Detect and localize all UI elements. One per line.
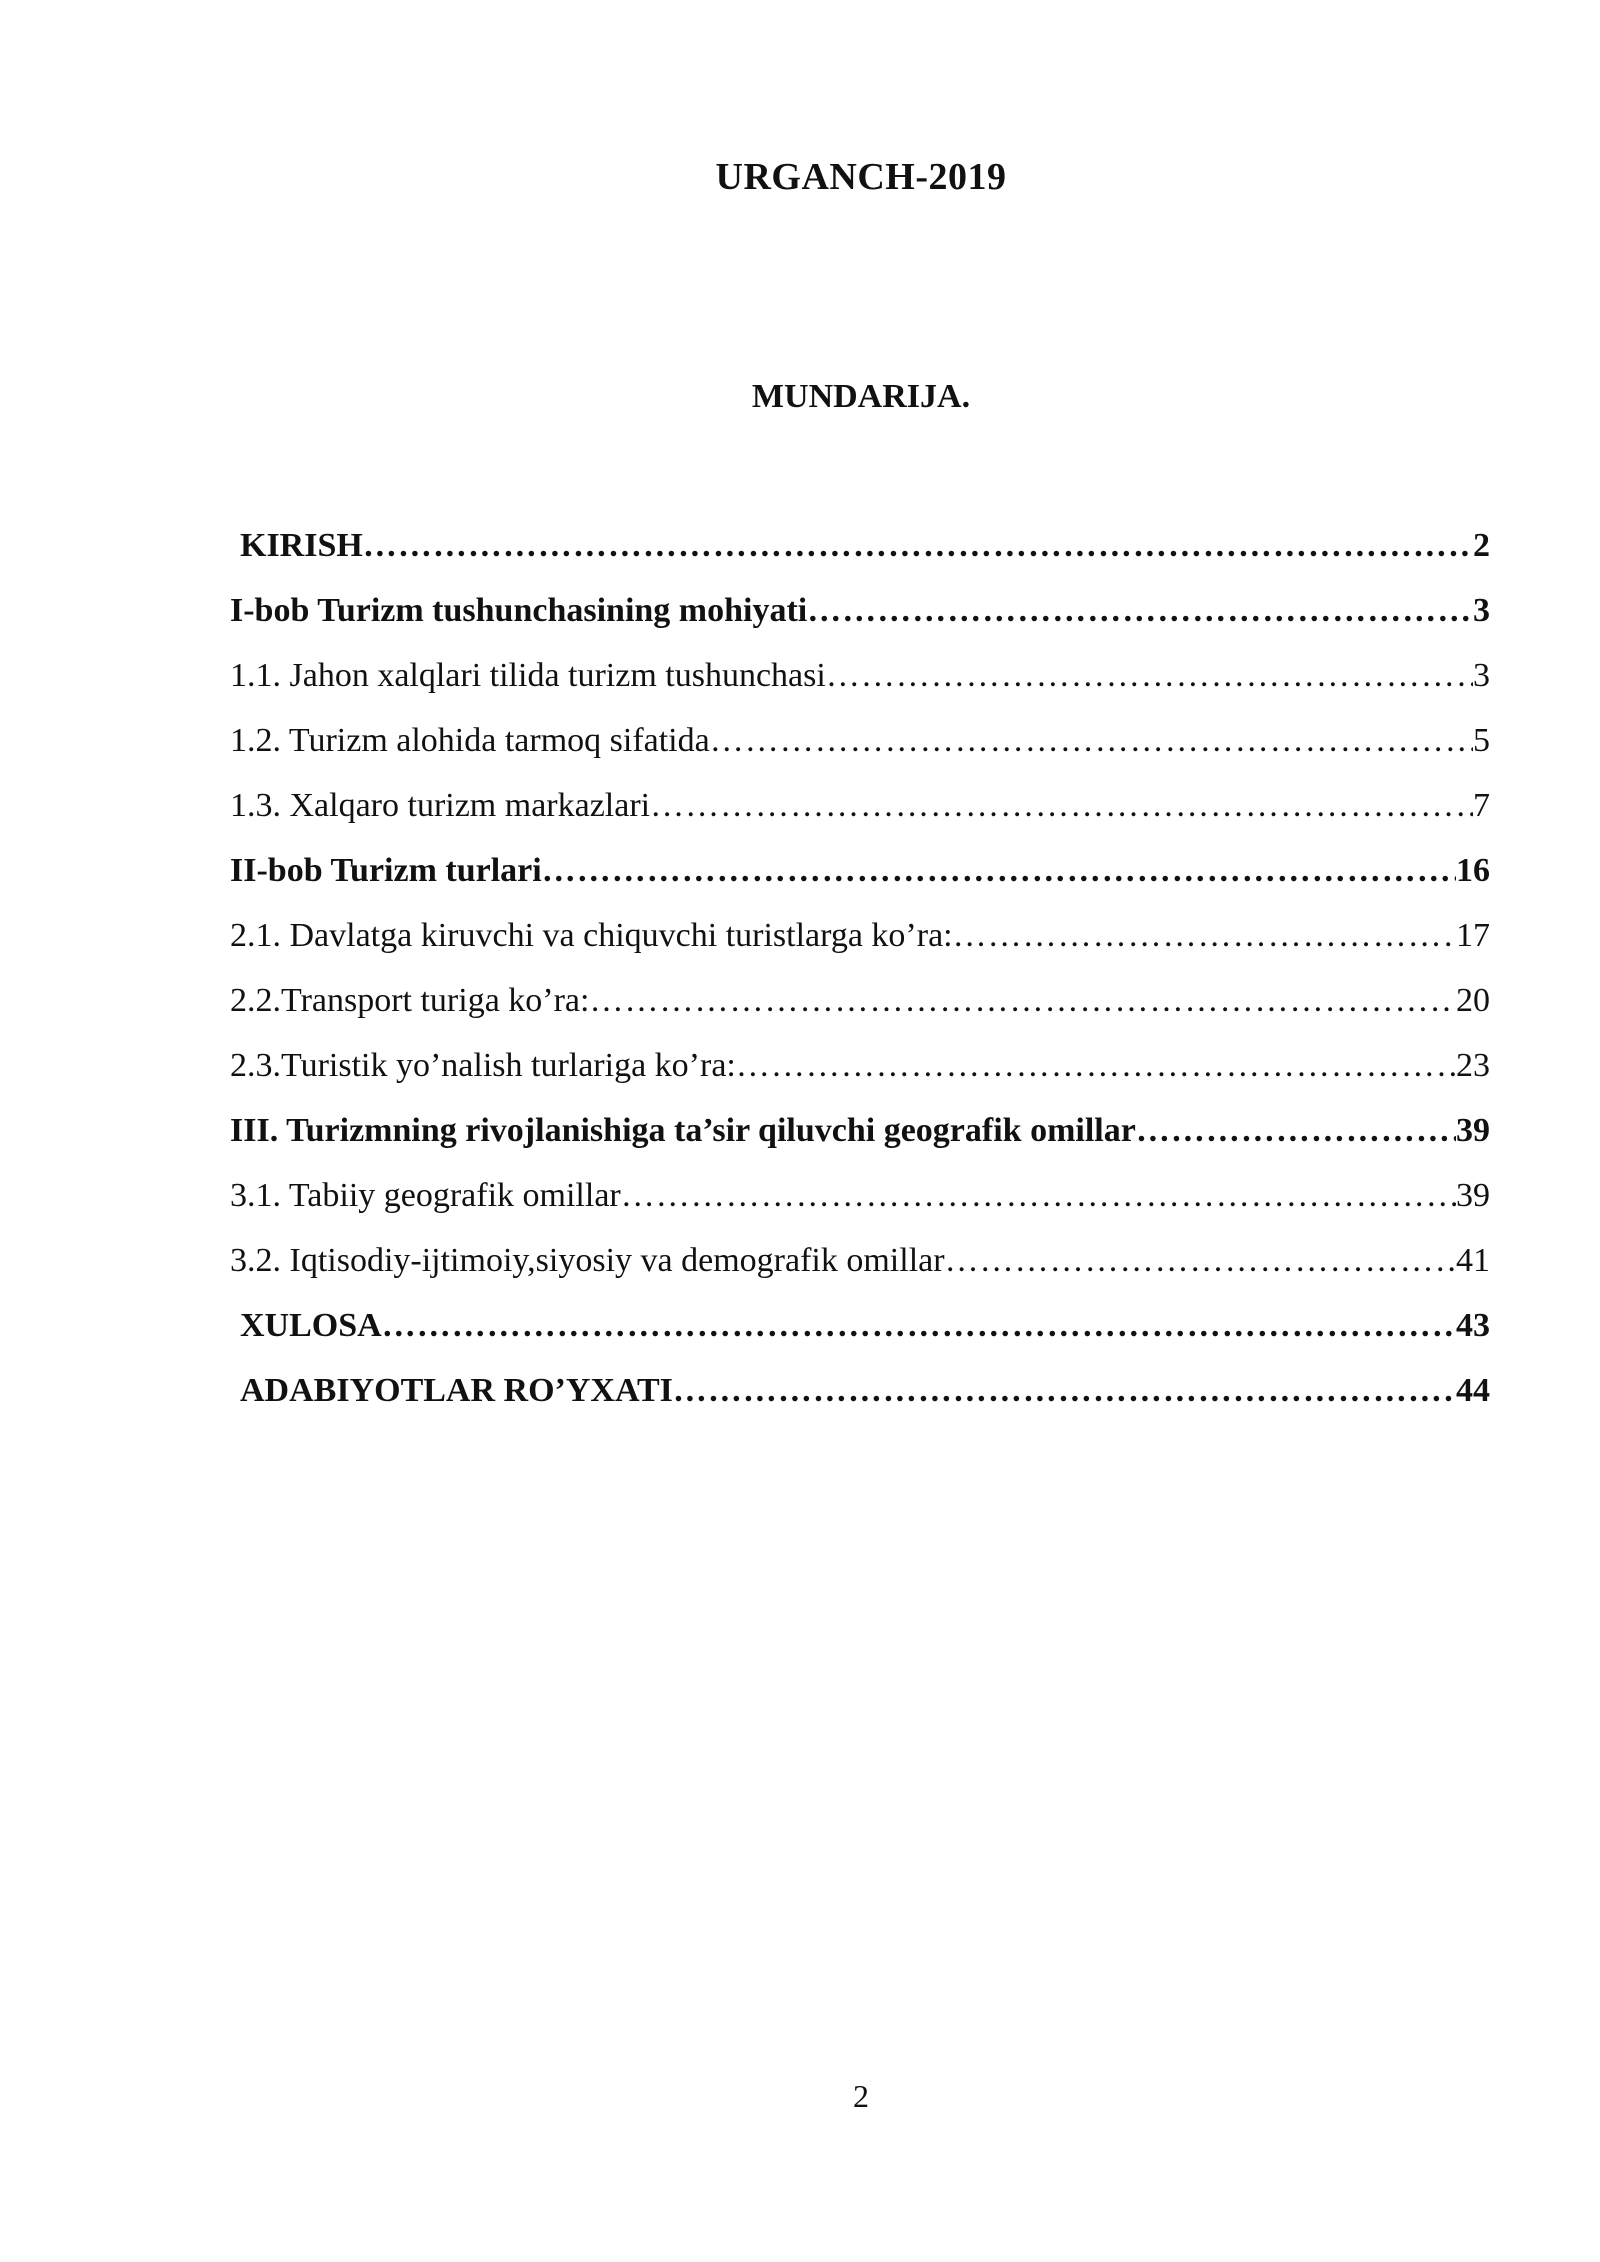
toc-dot-leader: [589, 979, 1456, 1023]
toc-entry-label: 2.1. Davlatga kiruvchi va chiquvchi turistlarga ko’ra:: [230, 917, 953, 954]
toc-dot-leader: [621, 1174, 1456, 1218]
toc-entry: [230, 763, 1490, 828]
toc-entry-label: 2.2.Transport turiga ko’ra:: [230, 982, 590, 1019]
toc-dot-leader: [382, 1304, 1456, 1348]
toc-entry-page: 3: [1473, 592, 1490, 629]
toc-entry-label: XULOSA: [240, 1307, 382, 1344]
toc-dot-leader: [710, 719, 1473, 763]
toc-entry-label: II-bob Turizm turlari: [230, 852, 542, 889]
city-year-heading: URGANCH-2019: [715, 156, 1007, 198]
toc-dot-leader: [673, 1369, 1456, 1413]
toc-entry-page: 39: [1456, 1177, 1490, 1214]
toc-entry: [230, 1023, 1490, 1088]
toc-entry-page: 17: [1456, 917, 1490, 954]
toc-entry: [230, 1153, 1490, 1218]
toc-dot-leader: [945, 1239, 1456, 1283]
toc-entry-page: 41: [1456, 1242, 1490, 1279]
toc-entry-label: 3.2. Iqtisodiy-ijtimoiy,siyosiy va demografik omillar: [230, 1242, 945, 1279]
toc-dot-leader: [542, 849, 1456, 893]
toc-entry: [230, 1088, 1490, 1153]
toc-entry: [230, 503, 1490, 568]
toc-entry-label: I-bob Turizm tushunchasining mohiyati: [230, 592, 808, 629]
toc-entry: [230, 893, 1490, 958]
toc-entry-page: 16: [1456, 852, 1490, 889]
toc-entry: [230, 958, 1490, 1023]
toc-dot-leader: [363, 524, 1473, 568]
toc-entry-page: 20: [1456, 982, 1490, 1019]
toc-entry-page: 7: [1473, 787, 1490, 824]
toc-dot-leader: [807, 589, 1473, 633]
toc-dot-leader: [736, 1044, 1456, 1088]
toc-entry-label: 2.3.Turistik yo’nalish turlariga ko’ra:: [230, 1047, 736, 1084]
toc-entry: [230, 633, 1490, 698]
toc-dot-leader: [826, 654, 1473, 698]
toc-entry-page: 5: [1473, 722, 1490, 759]
toc-dot-leader: [650, 784, 1473, 828]
toc-entry: [230, 698, 1490, 763]
toc-entry-page: 43: [1456, 1307, 1490, 1344]
toc-entry-label: ADABIYOTLAR RO’YXATI: [240, 1372, 673, 1409]
toc-entry-label: KIRISH: [240, 527, 363, 564]
toc-entry-label: III. Turizmning rivojlanishiga ta’sir qiluvchi geografik omillar: [230, 1112, 1136, 1149]
toc-dot-leader: [1136, 1109, 1456, 1153]
toc-entry: [230, 1218, 1490, 1283]
toc-entry-page: 3: [1473, 657, 1490, 694]
toc-entry-page: 2: [1473, 527, 1490, 564]
table-of-contents: [230, 503, 1490, 1413]
toc-entry-page: 39: [1456, 1112, 1490, 1149]
toc-entry-page: 44: [1456, 1372, 1490, 1409]
toc-entry-label: 1.3. Xalqaro turizm markazlari: [230, 787, 651, 824]
toc-dot-leader: [953, 914, 1456, 958]
toc-entry: [230, 828, 1490, 893]
toc-entry: [230, 1283, 1490, 1348]
toc-entry: [230, 1348, 1490, 1413]
toc-entry-label: 3.1. Tabiiy geografik omillar: [230, 1177, 621, 1214]
page-number: 2: [853, 2078, 869, 2114]
toc-entry-label: 1.1. Jahon xalqlari tilida turizm tushunchasi: [230, 657, 826, 694]
toc-entry-page: 23: [1456, 1047, 1490, 1084]
toc-entry: [230, 568, 1490, 633]
table-of-contents-title: MUNDARIJA.: [751, 378, 971, 415]
toc-entry-label: 1.2. Turizm alohida tarmoq sifatida: [230, 722, 710, 759]
